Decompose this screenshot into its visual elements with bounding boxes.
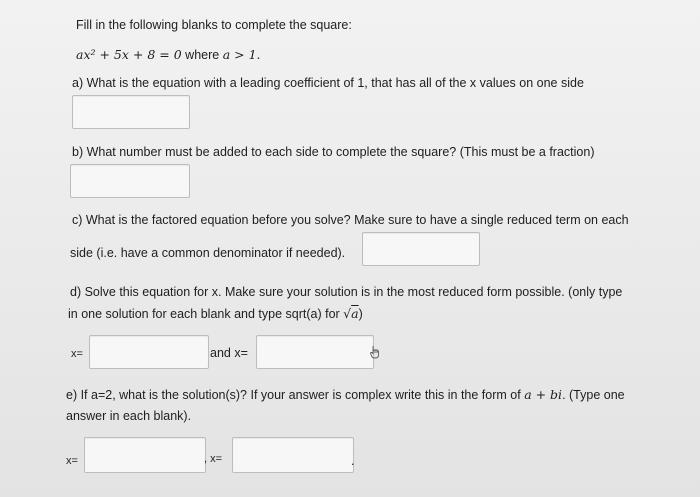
part-d-answer1-input[interactable] [89, 335, 209, 369]
part-d-x-label: x= [71, 348, 83, 360]
part-e-question-line2: answer in each blank). [66, 409, 192, 423]
instruction-text: Fill in the following blanks to complete the square: [76, 18, 352, 32]
part-e-question-end: . (Type one [562, 388, 625, 402]
part-e-separator-label: , x= [204, 453, 223, 465]
part-d-question-line2 [68, 306, 363, 321]
part-b-question: b) What number must be added to each side to complete the square? (This must be a fraction) [72, 145, 595, 159]
equation-condition: a > 1. [222, 47, 261, 62]
equation-line [76, 47, 261, 62]
part-c-answer-input[interactable] [362, 232, 480, 266]
part-c-question-line2: side (i.e. have a common denominator if needed). [70, 246, 346, 260]
part-e-x-label: x= [66, 455, 78, 467]
part-a-question: a) What is the equation with a leading coefficient of 1, that has all of the x values on one side [72, 76, 584, 90]
part-d-question-line1: d) Solve this equation for x. Make sure your solution is in the most reduced form possible. (only type [70, 285, 623, 299]
sqrt-arg: a [351, 306, 359, 321]
part-e-answer2-input[interactable] [232, 437, 354, 473]
part-e-end-label: . [351, 454, 355, 468]
complex-form: a + bi [524, 387, 563, 402]
sqrt-symbol: √ [343, 306, 352, 321]
part-e-question-text: e) If a=2, what is the solution(s)? If your answer is complex write this in the form of [66, 388, 521, 402]
equation-where: where [185, 48, 220, 62]
part-d-answer2-input[interactable] [256, 335, 374, 369]
part-e-question-line1 [66, 387, 625, 402]
hand-cursor-icon [370, 345, 380, 359]
part-d-and-label: and x= [210, 346, 248, 360]
equation-expr: ax² + 5x + 8 = 0 [76, 47, 182, 62]
close-paren: ) [358, 307, 363, 321]
part-a-answer-input[interactable] [72, 95, 190, 129]
part-d-question-text: in one solution for each blank and type sqrt(a) for [68, 307, 340, 321]
part-e-answer1-input[interactable] [84, 437, 206, 473]
part-c-question-line1: c) What is the factored equation before you solve? Make sure to have a single reduced term on each [72, 213, 629, 227]
part-b-answer-input[interactable] [70, 164, 190, 198]
